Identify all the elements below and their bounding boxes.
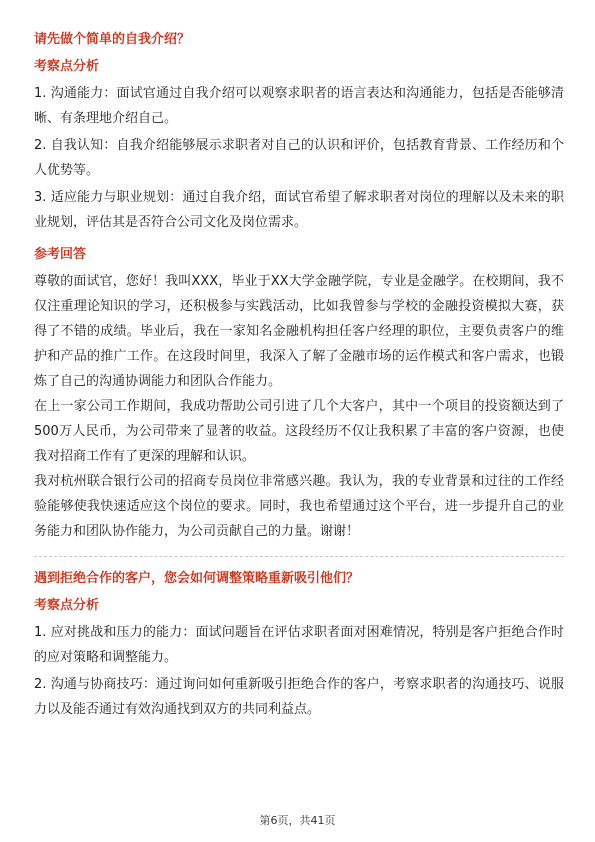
answer-heading: 参考回答 — [34, 247, 87, 262]
answer-paragraph: 在上一家公司工作期间，我成功帮助公司引进了几个大客户，其中一个项目的投资额达到了500万人民币，为公司带来了显著的收益。这段经历不仅让我积累了丰富的客户资源，也使我对招商工作有了更深的理解和认识。 — [34, 399, 564, 464]
analysis-point: 2. 沟通与协商技巧：通过询问如何重新吸引拒绝合作的客户，考察求职者的沟通技巧、说服力以及能否通过有效沟通找到双方的共同利益点。 — [34, 677, 564, 717]
page-number: 第6页，共41页 — [259, 814, 336, 827]
analysis-points — [34, 620, 564, 722]
answer-paragraph: 我对杭州联合银行公司的招商专员岗位非常感兴趣。我认为，我的专业背景和过往的工作经验能够使我快速适应这个岗位的要求。同时，我也希望通过这个平台，进一步提升自己的业务能力和团队协作能力，为公司贡献自己的力量。谢谢！ — [34, 474, 564, 539]
analysis-point: 3. 适应能力与职业规划：通过自我介绍，面试官希望了解求职者对岗位的理解以及未来的职业规划，评估其是否符合公司文化及岗位需求。 — [34, 190, 564, 230]
qa-block-1 — [34, 30, 564, 544]
question-title: 遇到拒绝合作的客户，您会如何调整策略重新吸引他们？ — [34, 571, 360, 586]
analysis-heading: 考察点分析 — [34, 598, 100, 613]
section-divider — [34, 556, 564, 557]
analysis-point: 1. 沟通能力：面试官通过自我介绍可以观察求职者的语言表达和沟通能力，包括是否能够清晰、有条理地介绍自己。 — [34, 86, 564, 126]
analysis-point: 2. 自我认知：自我介绍能够展示求职者对自己的认识和评价，包括教育背景、工作经历和个人优势等。 — [34, 138, 564, 178]
answer-body — [34, 269, 564, 544]
analysis-points — [34, 81, 564, 235]
page-content — [34, 30, 564, 724]
analysis-point: 1. 应对挑战和压力的能力：面试问题旨在评估求职者面对困难情况，特别是客户拒绝合作时的应对策略和调整能力。 — [34, 625, 564, 665]
analysis-heading: 考察点分析 — [34, 59, 100, 74]
question-title: 请先做个简单的自我介绍？ — [34, 32, 191, 47]
qa-block-2 — [34, 569, 564, 722]
answer-paragraph: 尊敬的面试官，您好！我叫XXX，毕业于XX大学金融学院，专业是金融学。在校期间，我不仅注重理论知识的学习，还积极参与实践活动，比如我曾参与学校的金融投资模拟大赛，获得了不错的成绩。毕业后，我在一家知名金融机构担任客户经理的职位，主要负责客户的维护和产品的推广工作。在这段时间里，我深入了解了金融市场的运作模式和客户需求，也锻炼了自己的沟通协调能力和团队合作能力。 — [34, 274, 564, 389]
